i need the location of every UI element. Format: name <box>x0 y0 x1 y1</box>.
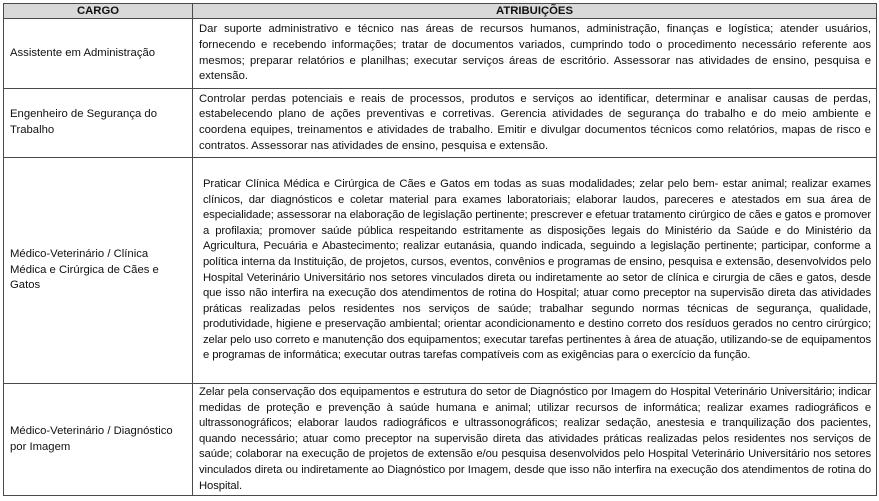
atribuicoes-cell: Praticar Clínica Médica e Cirúrgica de Cães e Gatos em todas as suas modalidades; zelar pelo bem- estar animal; realizar exames clínicos, dar diagnósticos e coletar material para exames laboratoriais; elaborar laudos, pareceres e atestados em sua área de especialidade; assessorar na elaboração de legislação pertinente; prescrever e efetuar tratamento cirúrgico de cães e gatos e promover a profilaxia; promover saúde pública respeitando estritamente as disposições legais do Ministério da Saúde e do Ministério da Agricultura, Pecuária e Abastecimento; realizar eutanásia, quando indicada, seguindo a legislação pertinente; participar, conforme a política interna da Instituição, de projetos, cursos, eventos, convênios e programas de ensino, pesquisa e extensão, desenvolvidos pelo Hospital Veterinário Universitário nos setores vinculados direta ou indiretamente ao setor de clínica e cirurgia de cães e gatos, desde que isso não interfira na execução dos atendimentos de rotina do Hospital; atuar como preceptor na supervisão direta das atividades práticas realizadas pelos residentes nos serviços de saúde; trabalhar segundo normas técnicas de segurança, qualidade, produtividade, higiene e preservação ambiental; orientar acondicionamento e destino correto dos resíduos gerados no centro cirúrgico; zelar pelo uso correto e manutenção dos equipamentos; executar tarefas pertinentes à área de atuação, utilizando-se de equipamentos e programas de informática; executar outras tarefas compatíveis com as exigências para o exercício da função. <box>193 158 877 384</box>
job-attributions-table <box>3 3 877 496</box>
table-row <box>4 384 877 496</box>
header-cargo: CARGO <box>4 4 193 19</box>
atribuicoes-cell: Zelar pela conservação dos equipamentos e estrutura do setor de Diagnóstico por Imagem do Hospital Veterinário Universitário; indicar medidas de proteção e prevenção à saúde humana e animal; utilizar recursos de informática; realizar exames radiográficos e ultrassonográficos; elaborar laudos radiográficos e ultrassonográficos; realizar sedação, anestesia e tranquilização dos pacientes, quando necessário; atuar como preceptor na supervisão direta das atividades práticas realizadas pelos residentes nos serviços de saúde; colaborar na execução de projetos de extensão e/ou pesquisa desenvolvidos pelo Hospital Veterinário Universitário nos setores vinculados direta ou indiretamente ao Diagnóstico por Imagem, desde que isso não interfira na execução dos atendimentos de rotina do Hospital. <box>193 384 877 496</box>
header-atribuicoes: ATRIBUIÇÕES <box>193 4 877 19</box>
table-row <box>4 89 877 158</box>
atribuicoes-cell: Controlar perdas potenciais e reais de processos, produtos e serviços ao identificar, determinar e analisar causas de perdas, estabelecendo plano de ações preventivas e corretivas. Gerencia atividades de segurança do trabalho e do meio ambiente e coordena equipes, treinamentos e atividades de trabalho. Emitir e divulgar documentos técnicos como relatórios, mapas de risco e contratos. Assessorar nas atividades de ensino, pesquisa e extensão. <box>193 89 877 158</box>
table-header-row <box>4 4 877 19</box>
cargo-cell: Engenheiro de Segurança do Trabalho <box>4 89 193 158</box>
cargo-cell: Assistente em Administração <box>4 19 193 89</box>
cargo-cell: Médico-Veterinário / Diagnóstico por Imagem <box>4 384 193 496</box>
table-row <box>4 19 877 89</box>
table-row <box>4 158 877 384</box>
atribuicoes-cell: Dar suporte administrativo e técnico nas áreas de recursos humanos, administração, finanças e logística; atender usuários, fornecendo e recebendo informações; tratar de documentos variados, cumprindo todo o procedimento necessário referente aos mesmos; preparar relatórios e planilhas; executar serviços áreas de escritório. Assessorar nas atividades de ensino, pesquisa e extensão. <box>193 19 877 89</box>
cargo-cell: Médico-Veterinário / Clínica Médica e Cirúrgica de Cães e Gatos <box>4 158 193 384</box>
